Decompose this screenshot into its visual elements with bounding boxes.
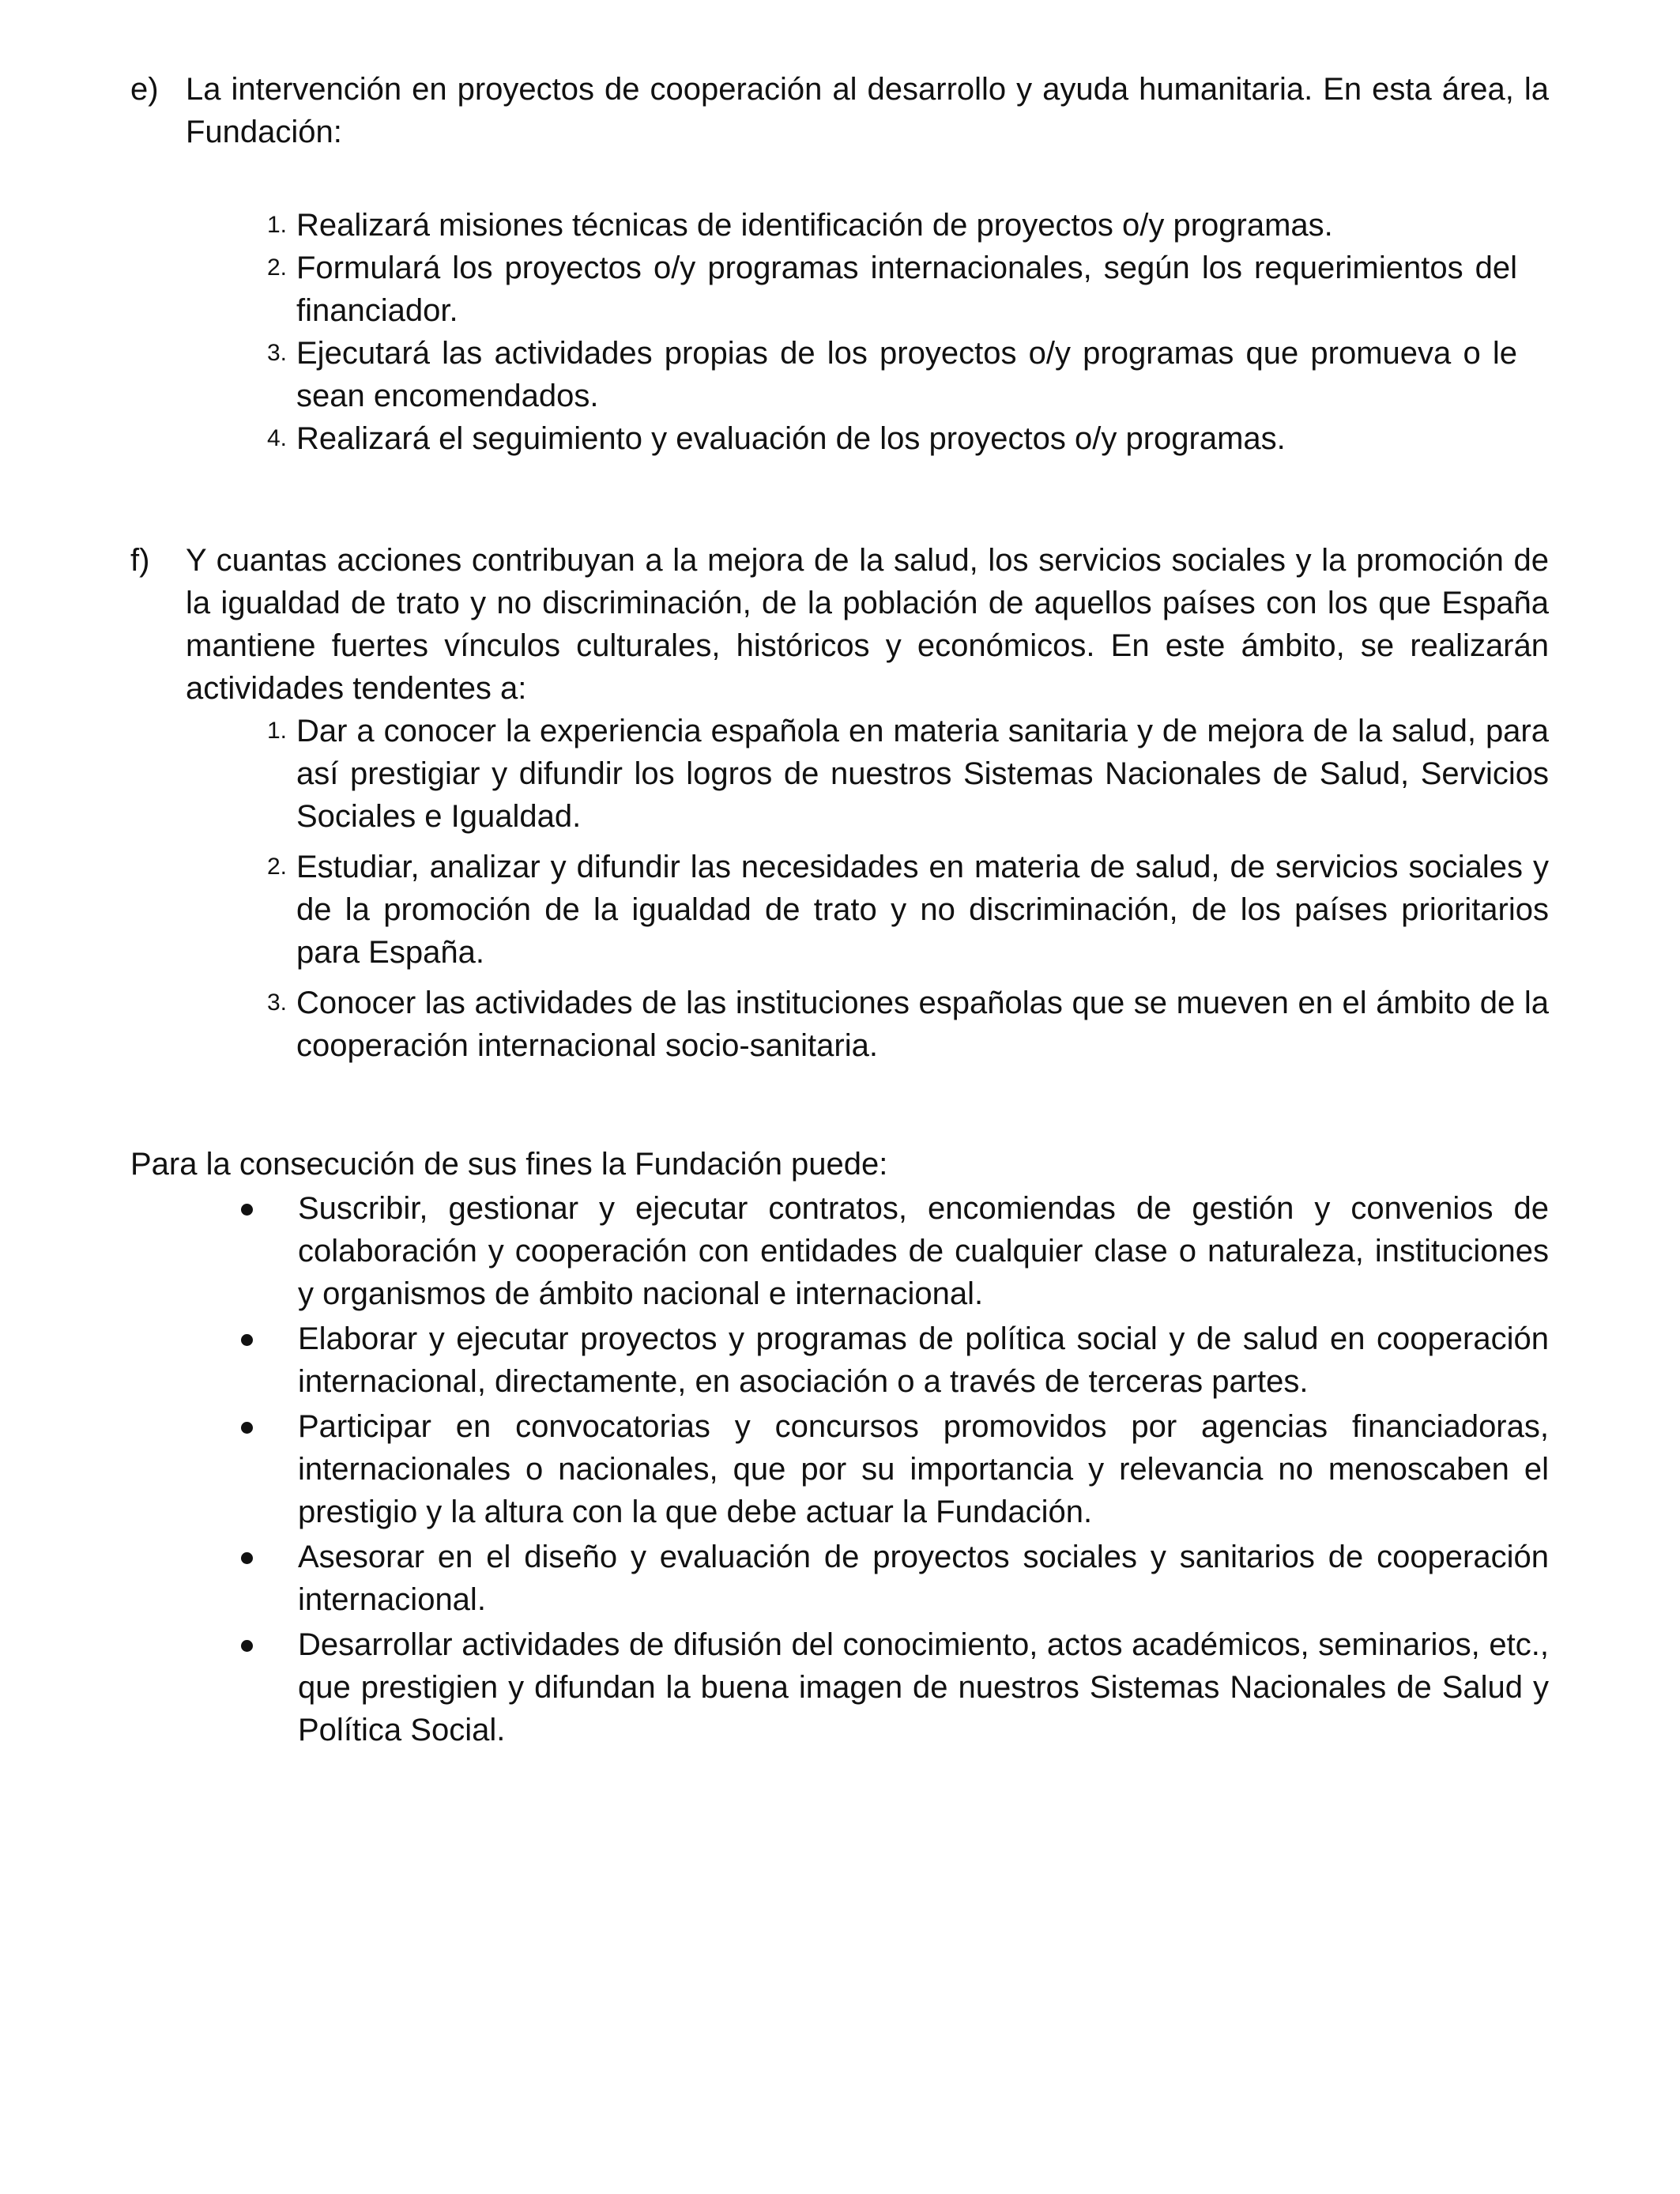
section-e-intro: La intervención en proyectos de cooperación al desarrollo y ayuda humanitaria. En esta área, la Fundación:: [186, 72, 1549, 149]
list-item: [261, 332, 1517, 417]
list-item-number: 4.: [266, 425, 287, 451]
section-f-list: [261, 710, 1549, 1067]
bullet-icon: [225, 1623, 298, 1666]
list-item: [261, 247, 1517, 332]
list-item: [225, 1187, 1549, 1315]
section-e: [130, 68, 1549, 460]
list-item-number: 1.: [266, 718, 287, 744]
list-item-text: Asesorar en el diseño y evaluación de proyectos sociales y sanitarios de cooperación internacional.: [298, 1540, 1549, 1617]
section-f-intro: Y cuantas acciones contribuyan a la mejora de la salud, los servicios sociales y la promoción de la igualdad de trato y no discriminación, de la población de aquellos países con los que España mantiene fuertes vínculos culturales, históricos y económicos. En este ámbito, se realizarán actividades tendentes a:: [186, 543, 1549, 706]
list-item-text: Desarrollar actividades de difusión del conocimiento, actos académicos, seminarios, etc., que prestigien y difundan la buena imagen de nuestros Sistemas Nacionales de Salud y Política Social.: [298, 1627, 1549, 1747]
list-item: [261, 846, 1549, 974]
list-item-text: Realizará el seguimiento y evaluación de los proyectos o/y programas.: [296, 421, 1286, 456]
list-item-text: Suscribir, gestionar y ejecutar contratos, encomiendas de gestión y convenios de colaboración y cooperación con entidades de cualquier clase o naturaleza, instituciones y organismos de ámbito nacional e internacional.: [298, 1191, 1549, 1311]
list-item: [225, 1623, 1549, 1751]
list-item-number: 1.: [266, 212, 287, 238]
section-e-list: [261, 204, 1517, 460]
list-item: [261, 710, 1549, 838]
fines-bullet-list: [225, 1187, 1549, 1754]
list-item-number: 2.: [266, 854, 287, 880]
list-item-number: 3.: [266, 340, 287, 366]
list-item-text: Dar a conocer la experiencia española en materia sanitaria y de mejora de la salud, para así prestigiar y difundir los logros de nuestros Sistemas Nacionales de Salud, Servicios Sociales e Igualdad.: [296, 714, 1549, 834]
list-item-number: 3.: [266, 990, 287, 1016]
bullet-icon: [225, 1405, 298, 1448]
list-item-text: Estudiar, analizar y difundir las necesidades en materia de salud, de servicios sociales y de la promoción de la igualdad de trato y no discriminación, de los países prioritarios para España.: [296, 850, 1549, 970]
list-item-number: 2.: [266, 254, 287, 281]
list-item: [225, 1318, 1549, 1403]
section-f: [130, 539, 1549, 1067]
bullet-icon: [225, 1187, 298, 1230]
list-item-text: Elaborar y ejecutar proyectos y programas de política social y de salud en cooperación internacional, directamente, en asociación o a través de terceras partes.: [298, 1321, 1549, 1399]
section-e-letter: e): [130, 72, 159, 107]
list-item-text: Formulará los proyectos o/y programas internacionales, según los requerimientos del financiador.: [296, 251, 1517, 328]
list-item: [225, 1405, 1549, 1533]
list-item-text: Ejecutará las actividades propias de los proyectos o/y programas que promueva o le sean encomendados.: [296, 336, 1517, 413]
list-item-text: Realizará misiones técnicas de identificación de proyectos o/y programas.: [296, 208, 1333, 243]
list-item: [225, 1536, 1549, 1621]
fines-intro: Para la consecución de sus fines la Fundación puede:: [130, 1147, 888, 1182]
list-item: [261, 982, 1549, 1067]
section-f-letter: f): [130, 543, 150, 578]
bullet-icon: [225, 1318, 298, 1360]
list-item: [261, 204, 1517, 247]
bullet-icon: [225, 1536, 298, 1578]
list-item-text: Participar en convocatorias y concursos promovidos por agencias financiadoras, internacionales o nacionales, que por su importancia y relevancia no menoscaben el prestigio y la altura con la que debe actuar la Fundación.: [298, 1409, 1549, 1529]
list-item: [261, 417, 1517, 460]
list-item-text: Conocer las actividades de las instituciones españolas que se mueven en el ámbito de la cooperación internacional socio-sanitaria.: [296, 986, 1549, 1063]
